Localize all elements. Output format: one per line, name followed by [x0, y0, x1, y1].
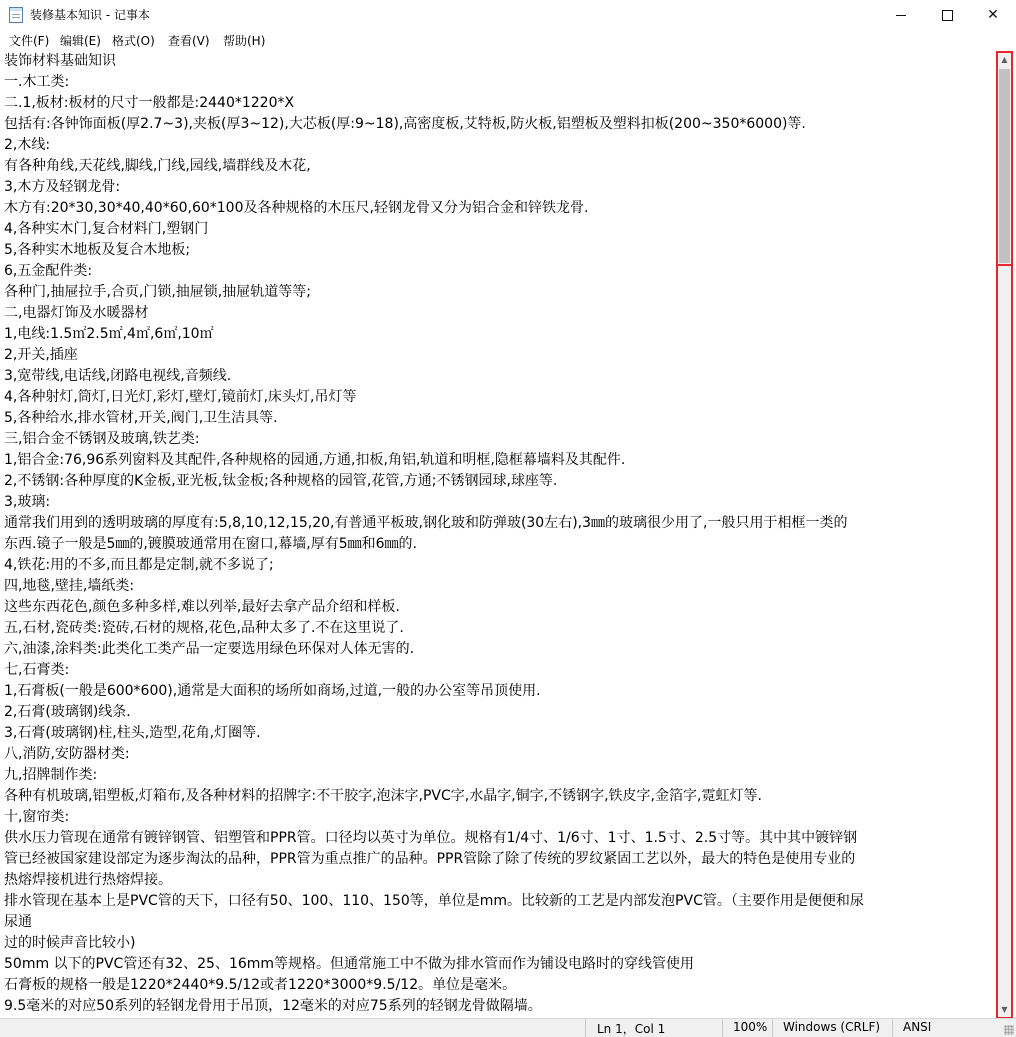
encoding: ANSI: [903, 1020, 932, 1034]
menu-bar: [0, 30, 1016, 50]
text-line: 尿通: [4, 914, 32, 930]
title-bar[interactable]: [0, 0, 1016, 30]
menu-view[interactable]: 查看(V): [168, 34, 210, 48]
text-line: 各种有机玻璃,铝塑板,灯箱布,及各种材料的招牌字:不干胶字,泡沫字,PVC字,水晶字,铜字,不锈钢字,铁皮字,金箔字,霓虹灯等.: [4, 788, 762, 804]
text-line: 装饰材料基础知识: [4, 53, 116, 69]
resize-grip-icon[interactable]: [1004, 1025, 1014, 1035]
text-line: 木方有:20*30,30*40,40*60,60*100及各种规格的木压尺,轻钢龙骨又分为铝合金和锌铁龙骨.: [4, 200, 589, 216]
text-line: 1,电线:1.5㎡2.5㎡,4㎡,6㎡,10㎡: [4, 326, 214, 342]
text-line: 二,电器灯饰及水暖器材: [4, 305, 149, 321]
text-line: 50mm 以下的PVC管还有32、25、16mm等规格。但通常施工中不做为排水管而作为铺设电路时的穿线管使用: [4, 956, 695, 972]
text-line: 十,窗帘类:: [4, 809, 70, 825]
text-line: 过的时候声音比较小): [4, 935, 136, 951]
text-editor[interactable]: [0, 50, 996, 1018]
cursor-position: Ln 1，Col 1: [597, 1022, 666, 1036]
text-line: 3,石膏(玻璃钢)柱,柱头,造型,花角,灯圈等.: [4, 725, 261, 741]
text-line: 5,各种实木地板及复合木地板;: [4, 242, 191, 258]
menu-edit[interactable]: 编辑(E): [60, 34, 101, 48]
text-line: 包括有:各钟饰面板(厚2.7~3),夹板(厚3~12),大芯板(厚:9~18),高密度板,艾特板,防火板,铝塑板及塑料扣板(200~350*6000)等.: [4, 116, 806, 132]
text-line: 这些东西花色,颜色多种多样,难以列举,最好去拿产品介绍和样板.: [4, 599, 400, 615]
text-line: 4,各种射灯,筒灯,日光灯,彩灯,壁灯,镜前灯,床头灯,吊灯等: [4, 389, 357, 405]
text-line: 6,五金配件类:: [4, 263, 93, 279]
line-ending: Windows (CRLF): [783, 1020, 881, 1034]
text-line: 5,各种给水,排水管材,开关,阀门,卫生洁具等.: [4, 410, 278, 426]
status-divider: [772, 1019, 773, 1037]
text-line: 2,木线:: [4, 137, 51, 153]
text-line: 东西.镜子一般是5㎜的,镀膜玻通常用在窗口,幕墙,厚有5㎜和6㎜的.: [4, 536, 417, 552]
zoom-level: 100%: [733, 1020, 768, 1034]
menu-file[interactable]: 文件(F): [9, 34, 50, 48]
text-line: 2,开关,插座: [4, 347, 78, 363]
text-line: 管已经被国家建设部定为逐步淘汰的品种，PPR管为重点推广的品种。PPR管除了除了传统的罗纹紧固工艺以外，最大的特色是使用专业的: [4, 851, 856, 867]
text-line: 4,各种实木门,复合材料门,塑钢门: [4, 221, 209, 237]
text-line: 9.5毫米的对应50系列的轻钢龙骨用于吊顶，12毫米的对应75系列的轻钢龙骨做隔墙。: [4, 998, 542, 1014]
text-line: 石膏板的规格一般是1220*2440*9.5/12或者1220*3000*9.5/12。单位是毫米。: [4, 977, 517, 993]
text-line: 3,木方及轻钢龙骨:: [4, 179, 121, 195]
text-line: 3,宽带线,电话线,闭路电视线,音频线.: [4, 368, 232, 384]
text-line: 八,消防,安防器材类:: [4, 746, 130, 762]
scroll-thumb[interactable]: [999, 69, 1010, 263]
scroll-down-arrow-icon[interactable]: ▼: [1001, 1005, 1008, 1014]
text-line: 排水管现在基本上是PVC管的天下，口径有50、100、110、150等，单位是mm。比较新的工艺是内部发泡PVC管。（主要作用是便便和尿: [4, 893, 864, 909]
text-line: 1,石膏板(一般是600*600),通常是大面积的场所如商场,过道,一般的办公室等吊顶使用.: [4, 683, 541, 699]
text-line: 3,玻璃:: [4, 494, 51, 510]
status-divider: [722, 1019, 723, 1037]
menu-help[interactable]: 帮助(H): [223, 34, 266, 48]
status-bar: [0, 1018, 1016, 1037]
text-line: 一.木工类:: [4, 74, 70, 90]
minimize-button[interactable]: [878, 0, 924, 30]
text-line: 三,铝合金不锈钢及玻璃,铁艺类:: [4, 431, 200, 447]
text-line: 热熔焊接机进行热熔焊接。: [4, 872, 172, 888]
status-divider: [892, 1019, 893, 1037]
close-icon: ✕: [987, 7, 999, 23]
notepad-icon: [9, 7, 23, 23]
text-line: 通常我们用到的透明玻璃的厚度有:5,8,10,12,15,20,有普通平板玻,钢化玻和防弹玻(30左右),3㎜的玻璃很少用了,一般只用于相框一类的: [4, 515, 848, 531]
scroll-up-arrow-icon[interactable]: ▲: [1001, 55, 1008, 64]
text-line: 九,招牌制作类:: [4, 767, 98, 783]
text-line: 四,地毯,壁挂,墙纸类:: [4, 578, 135, 594]
text-line: 2,不锈钢:各种厚度的K金板,亚光板,钛金板;各种规格的园管,花管,方通;不锈钢园球,球座等.: [4, 473, 558, 489]
text-line: 供水压力管现在通常有镀锌钢管、铝塑管和PPR管。口径均以英寸为单位。规格有1/4寸、1/6寸、1寸、1.5寸、2.5寸等。其中其中镀锌钢: [4, 830, 858, 846]
text-line: 各种门,抽屉拉手,合页,门锁,抽屉锁,抽屉轨道等等;: [4, 284, 311, 300]
text-line: 4,铁花:用的不多,而且都是定制,就不多说了;: [4, 557, 274, 573]
text-line: 有各种角线,天花线,脚线,门线,园线,墙群线及木花,: [4, 158, 311, 174]
window-title: 装修基本知识 - 记事本: [30, 8, 150, 22]
close-button[interactable]: [970, 0, 1016, 30]
maximize-button[interactable]: [924, 0, 970, 30]
text-line: 六,油漆,涂料类:此类化工类产品一定要选用绿色环保对人体无害的.: [4, 641, 415, 657]
scroll-highlight-divider: [996, 264, 1013, 266]
text-line: 2,石膏(玻璃钢)线条.: [4, 704, 131, 720]
minimize-icon: [896, 15, 906, 16]
text-line: 二.1,板材:板材的尺寸一般都是:2440*1220*X: [4, 95, 295, 111]
text-line: 七,石膏类:: [4, 662, 70, 678]
text-line: 五,石材,瓷砖类:瓷砖,石材的规格,花色,品种太多了.不在这里说了.: [4, 620, 404, 636]
vertical-scrollbar[interactable]: [996, 51, 1013, 1019]
text-line: 1,铝合金:76,96系列窗料及其配件,各种规格的园通,方通,扣板,角铝,轨道和明框,隐框幕墙料及其配件.: [4, 452, 626, 468]
maximize-icon: [942, 10, 953, 21]
status-divider: [585, 1019, 586, 1037]
menu-format[interactable]: 格式(O): [112, 34, 155, 48]
